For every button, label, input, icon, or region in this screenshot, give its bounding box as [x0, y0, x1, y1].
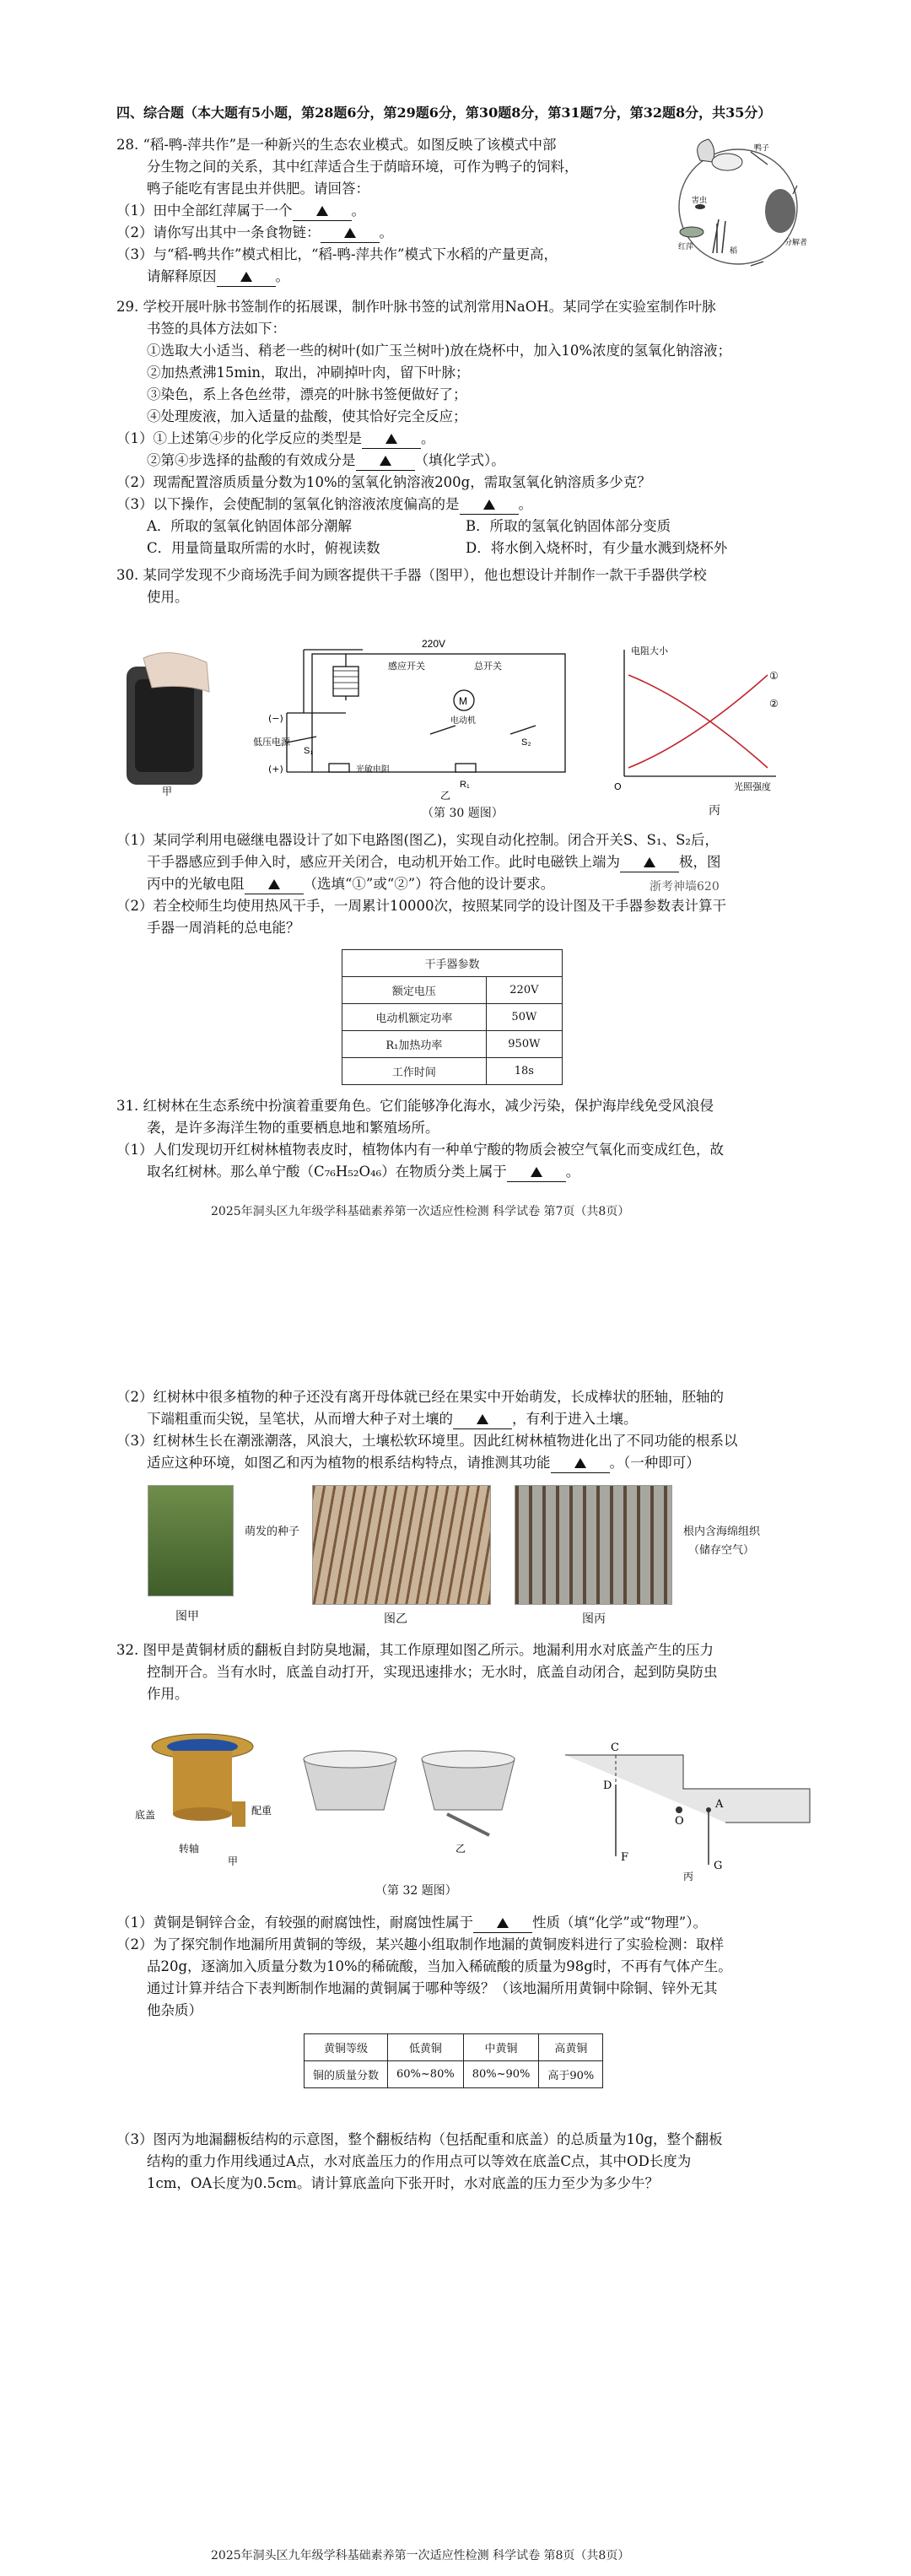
fig-jia-label: 甲 — [228, 1855, 239, 1867]
q31-sub3-line1: （3）红树林生长在潮涨潮落，风浪大，土壤松软环境里。因此红树林植物进化出了不同功能的根系以 — [116, 1433, 738, 1449]
answer-blank[interactable] — [321, 224, 380, 243]
q28-sub2: （2）请你写出其中一条食物链： 。 — [116, 224, 393, 243]
curve-1 — [628, 675, 768, 768]
resistance-light-graph — [607, 641, 793, 797]
fig-bing-caption: 丙 — [709, 804, 720, 818]
q30-stem-line1: 30. 某同学发现不少商场洗手间为顾客提供干手器（图甲），他也想设计并制作一款干手器供学校 — [116, 567, 707, 583]
label-duck: 鸭子 — [754, 143, 770, 152]
dryer-parameter-table — [342, 949, 563, 1085]
table-row: 电动机额定功率 50W — [342, 1004, 563, 1031]
graph-origin: O — [614, 781, 622, 792]
q31-stem-line2: 袭，是许多海洋生物的重要栖息地和繁殖场所。 — [147, 1120, 439, 1136]
q29-step1: ①选取大小适当、稍老一些的树叶(如广玉兰树叶)放在烧杯中，加入10%浓度的氢氧化钠溶液； — [147, 343, 732, 359]
answer-blank[interactable] — [362, 429, 421, 449]
voltage-label: 220V — [422, 638, 446, 650]
curve-2-label: ② — [769, 698, 779, 710]
triangle-icon — [385, 434, 397, 444]
answer-blank[interactable] — [620, 853, 679, 872]
q32-sub3-line1: （3）图丙为地漏翻板结构的示意图，整个翻板结构（包括配重和底盖）的总质量为10g，整个翻板 — [116, 2131, 723, 2147]
q30-stem-line2: 使用。 — [147, 589, 189, 605]
q28-sub1: （1）田中全部红萍属于一个 。 — [116, 202, 365, 221]
motor-label: 电动机 — [450, 716, 476, 726]
q30-figure-caption: （第 30 题图） — [422, 807, 504, 820]
triangle-icon — [316, 206, 328, 216]
curve-2 — [628, 675, 768, 768]
q29-sub2: （2）现需配置溶质质量分数为10%的氢氧化钠溶液200g，需取氢氧化钠溶质多少克？ — [116, 474, 651, 490]
graph-ylabel: 电阻大小 — [631, 645, 668, 656]
q29-sub1b: ②第④步选择的盐酸的有效成分是 （填化学式）。 — [147, 451, 505, 471]
photo-resistor-label: 光敏电阻 — [356, 765, 390, 775]
label-counterweight: 配重 — [251, 1805, 272, 1817]
seed-label: 萌发的种子 — [245, 1526, 300, 1538]
fig-jia-caption: 甲 — [162, 786, 173, 797]
relay-circuit-diagram — [253, 637, 582, 802]
triangle-icon — [268, 879, 280, 889]
brass-grade-table — [304, 2033, 603, 2088]
fig-yi-caption: 图乙 — [384, 1612, 407, 1626]
fig-jia-caption: 图甲 — [175, 1610, 199, 1623]
point-g: G — [714, 1860, 723, 1872]
plus-terminal: (+) — [268, 764, 283, 775]
q29-stem-line1: 29. 学校开展叶脉书签制作的拓展课，制作叶脉书签的试剂常用NaOH。某同学在实验室制作叶脉 — [116, 299, 716, 315]
triangle-icon — [497, 1918, 509, 1928]
q29-option-a: A．所取的氢氧化钠固体部分潮解 — [147, 518, 352, 534]
brass-drain-photo — [135, 1725, 287, 1873]
q29-step2: ②加热煮沸15min，取出，冲刷掉叶肉，留下叶脉； — [147, 365, 470, 381]
q29-option-b: B．所取的氢氧化钠固体部分变质 — [466, 518, 671, 534]
q31-sub2-line2: 下端粗重而尖锐，呈笔状，从而增大种子对土壤的 ，有利于进入土壤。 — [147, 1410, 638, 1429]
section-title: 四、综合题（本大题有5小题，第28题6分，第29题6分，第30题8分，第31题7分，第32题8分，共35分） — [116, 105, 772, 121]
q32-sub3-line3: 1cm，OA长度为0.5cm。请计算底盖向下张开时，水对底盖的压力至少为多少牛？ — [147, 2175, 659, 2191]
fig-yi-caption: 乙 — [440, 790, 451, 802]
answer-blank[interactable] — [453, 1410, 512, 1429]
q28-stem-line1: 28. “稻-鸭-萍共作”是一种新兴的生态农业模式。如图反映了该模式中部 — [116, 137, 557, 153]
q29-step3: ③染色，系上各色丝带，漂亮的叶脉书签便做好了； — [147, 386, 467, 402]
triangle-icon — [574, 1458, 586, 1468]
label-pivot: 转轴 — [179, 1843, 200, 1855]
q32-sub2-line4: 他杂质） — [147, 2002, 202, 2018]
triangle-icon — [380, 456, 391, 466]
q29-stem-line2: 书签的具体方法如下： — [147, 321, 286, 337]
graph-xlabel: 光照强度 — [734, 781, 771, 792]
q30-sub1-line1: （1）某同学利用电磁继电器设计了如下电路图(图乙)，实现自动化控制。闭合开关S、S₁、S₂后， — [116, 832, 720, 848]
table-row: 铜的质量分数 60%~80% 80%~90% 高于90% — [305, 2061, 603, 2088]
q29-step4: ④处理废液，加入适量的盐酸，使其恰好完全反应； — [147, 408, 467, 424]
page-footer: 2025年洞头区九年级学科基础素养第一次适应性检测 科学试卷 第7页（共8页） — [211, 1205, 630, 1218]
triangle-icon — [483, 500, 495, 510]
q28-sub3-line2: 请解释原因 。 — [147, 267, 289, 287]
fig-yi-label: 乙 — [456, 1843, 466, 1855]
r1-label: R₁ — [460, 780, 470, 790]
q32-stem-line2: 控制开合。当有水时，底盖自动打开，实现迅速排水；无水时，底盖自动闭合，起到防臭防虫 — [147, 1664, 718, 1680]
q30-sub1-line3: 丙中的光敏电阻 （选填“①”或“②”）符合他的设计要求。 — [147, 875, 554, 894]
sensor-switch-label: 感应开关 — [388, 661, 425, 672]
q29-sub3: （3）以下操作，会使配制的氢氧化钠溶液浓度偏高的是 。 — [116, 495, 532, 515]
exam-page-7 — [0, 0, 911, 1232]
mangrove-prop-roots-photo — [312, 1485, 491, 1605]
q32-figure-caption: （第 32 题图） — [375, 1884, 457, 1898]
watermark: 浙考神墙620 — [650, 880, 720, 894]
point-d: D — [603, 1779, 612, 1792]
answer-blank[interactable] — [460, 495, 519, 515]
drain-working-principle — [295, 1742, 531, 1860]
pneumatophore-label1: 根内含海绵组织 — [683, 1526, 761, 1538]
q32-sub2-line1: （2）为了探究制作地漏所用黄铜的等级，某兴趣小组取制作地漏的黄铜废料进行了实验检测：取样 — [116, 1936, 724, 1952]
q31-sub1-line1: （1）人们发现切开红树林植物表皮时，植物体内有一种单宁酸的物质会被空气氧化而变成红色，故 — [116, 1142, 724, 1158]
lever-diagram — [557, 1738, 827, 1882]
q28-ecosystem-figure — [666, 127, 810, 283]
q32-stem-line1: 32. 图甲是黄铜材质的翻板自封防臭地漏，其工作原理如图乙所示。地漏利用水对底盖产生的压力 — [116, 1642, 714, 1658]
answer-blank[interactable] — [551, 1454, 610, 1473]
table-row: 工作时间 18s — [342, 1058, 563, 1085]
table-title: 干手器参数 — [342, 950, 563, 977]
main-switch-label: 总开关 — [474, 661, 502, 672]
table-header-row: 黄铜等级 低黄铜 中黄铜 高黄铜 — [305, 2034, 603, 2061]
mangrove-seed-photo — [148, 1485, 234, 1596]
switch-s2-label: S₂ — [521, 737, 531, 748]
q32-sub1: （1）黄铜是铜锌合金，有较强的耐腐蚀性，耐腐蚀性属于 性质（填“化学”或“物理”）。 — [116, 1914, 707, 1933]
label-rice: 稻 — [730, 246, 738, 255]
q32-sub2-line3: 通过计算并结合下表判断制作地漏的黄铜属于哪种等级？（该地漏所用黄铜中除铜、锌外无其 — [147, 1980, 718, 1996]
answer-blank[interactable] — [507, 1163, 566, 1182]
triangle-icon — [531, 1167, 542, 1177]
mangrove-pneumatophore-photo — [515, 1485, 672, 1605]
triangle-icon — [240, 272, 252, 282]
answer-blank[interactable] — [356, 451, 415, 471]
label-decomposer: 分解者 — [784, 238, 808, 246]
q31-sub3-line2: 适应这种环境，如图乙和丙为植物的根系结构特点，请推测其功能 。（一种即可） — [147, 1454, 700, 1473]
page-footer: 2025年洞头区九年级学科基础素养第一次适应性检测 科学试卷 第8页（共8页） — [211, 2549, 630, 2562]
table-row: R₁加热功率 950W — [342, 1031, 563, 1058]
q29-option-c: C．用量筒量取所需的水时，俯视读数 — [147, 540, 380, 556]
label-pest: 害虫 — [692, 196, 708, 204]
answer-blank[interactable] — [293, 202, 352, 221]
fig-bing-caption: 图丙 — [582, 1612, 606, 1626]
q28-sub3-line1: （3）与“稻-鸭共作”模式相比，“稻-鸭-萍共作”模式下水稻的产量更高， — [116, 246, 558, 262]
q31-stem-line1: 31. 红树林在生态系统中扮演着重要角色。它们能够净化海水，减少污染，保护海岸线免受风浪侵 — [116, 1098, 714, 1114]
label-azolla: 红萍 — [678, 242, 694, 251]
q31-sub2-line1: （2）红树林中很多植物的种子还没有离开母体就已经在果实中开始萌发，长成棒状的胚轴，胚轴的 — [116, 1389, 724, 1405]
q29-option-d: D．将水倒入烧杯时，有少量水溅到烧杯外 — [466, 540, 728, 556]
curve-1-label: ① — [769, 670, 779, 682]
q30-sub1-line2: 干手器感应到手伸入时，感应开关闭合，电动机开始工作。此时电磁铁上端为 极，图 — [147, 853, 721, 872]
exam-page-8 — [0, 1367, 911, 2576]
q32-sub2-line2: 品20g，逐滴加入质量分数为10%的稀硫酸，当加入稀硫酸的质量为98g时，不再有气体产生。 — [147, 1958, 732, 1974]
answer-blank[interactable] — [473, 1914, 532, 1933]
hand-dryer-photo — [118, 641, 219, 797]
point-f: F — [621, 1851, 629, 1864]
triangle-icon — [644, 857, 655, 867]
pneumatophore-label2: （储存空气） — [688, 1544, 755, 1557]
q31-sub1-line2: 取名红树林。那么单宁酸（C₇₆H₅₂O₄₆）在物质分类上属于 。 — [147, 1163, 579, 1182]
point-a: A — [715, 1798, 724, 1811]
point-o: O — [675, 1815, 684, 1828]
minus-terminal: (−) — [268, 713, 283, 724]
table-row: 额定电压 220V — [342, 977, 563, 1004]
triangle-icon — [477, 1414, 488, 1424]
q32-sub3-line2: 结构的重力作用线通过A点，水对底盖压力的作用点可以等效在底盖C点，其中OD长度为 — [147, 2153, 692, 2169]
motor-symbol: M — [459, 695, 467, 707]
label-bottom-cover: 底盖 — [135, 1809, 156, 1821]
fig-bing-label: 丙 — [683, 1871, 694, 1882]
q30-sub2-line1: （2）若全校师生均使用热风干手，一周累计10000次，按照某同学的设计图及干手器参数表计算干 — [116, 898, 726, 914]
switch-s1-label: S₁ — [304, 746, 314, 756]
q32-stem-line3: 作用。 — [147, 1686, 189, 1702]
q28-stem-line3: 鸭子能吃有害昆虫并供肥。请回答： — [147, 181, 369, 197]
answer-blank[interactable] — [245, 875, 304, 894]
low-voltage-source-label: 低压电源 — [253, 737, 290, 748]
answer-blank[interactable] — [217, 267, 276, 287]
triangle-icon — [344, 228, 356, 238]
q29-sub1a: （1）①上述第④步的化学反应的类型是 。 — [116, 429, 435, 449]
q30-sub2-line2: 手器一周消耗的总电能？ — [147, 920, 300, 936]
q28-stem-line2: 分生物之间的关系，其中红萍适合生于荫暗环境，可作为鸭子的饲料， — [147, 159, 579, 175]
point-c: C — [611, 1742, 619, 1754]
